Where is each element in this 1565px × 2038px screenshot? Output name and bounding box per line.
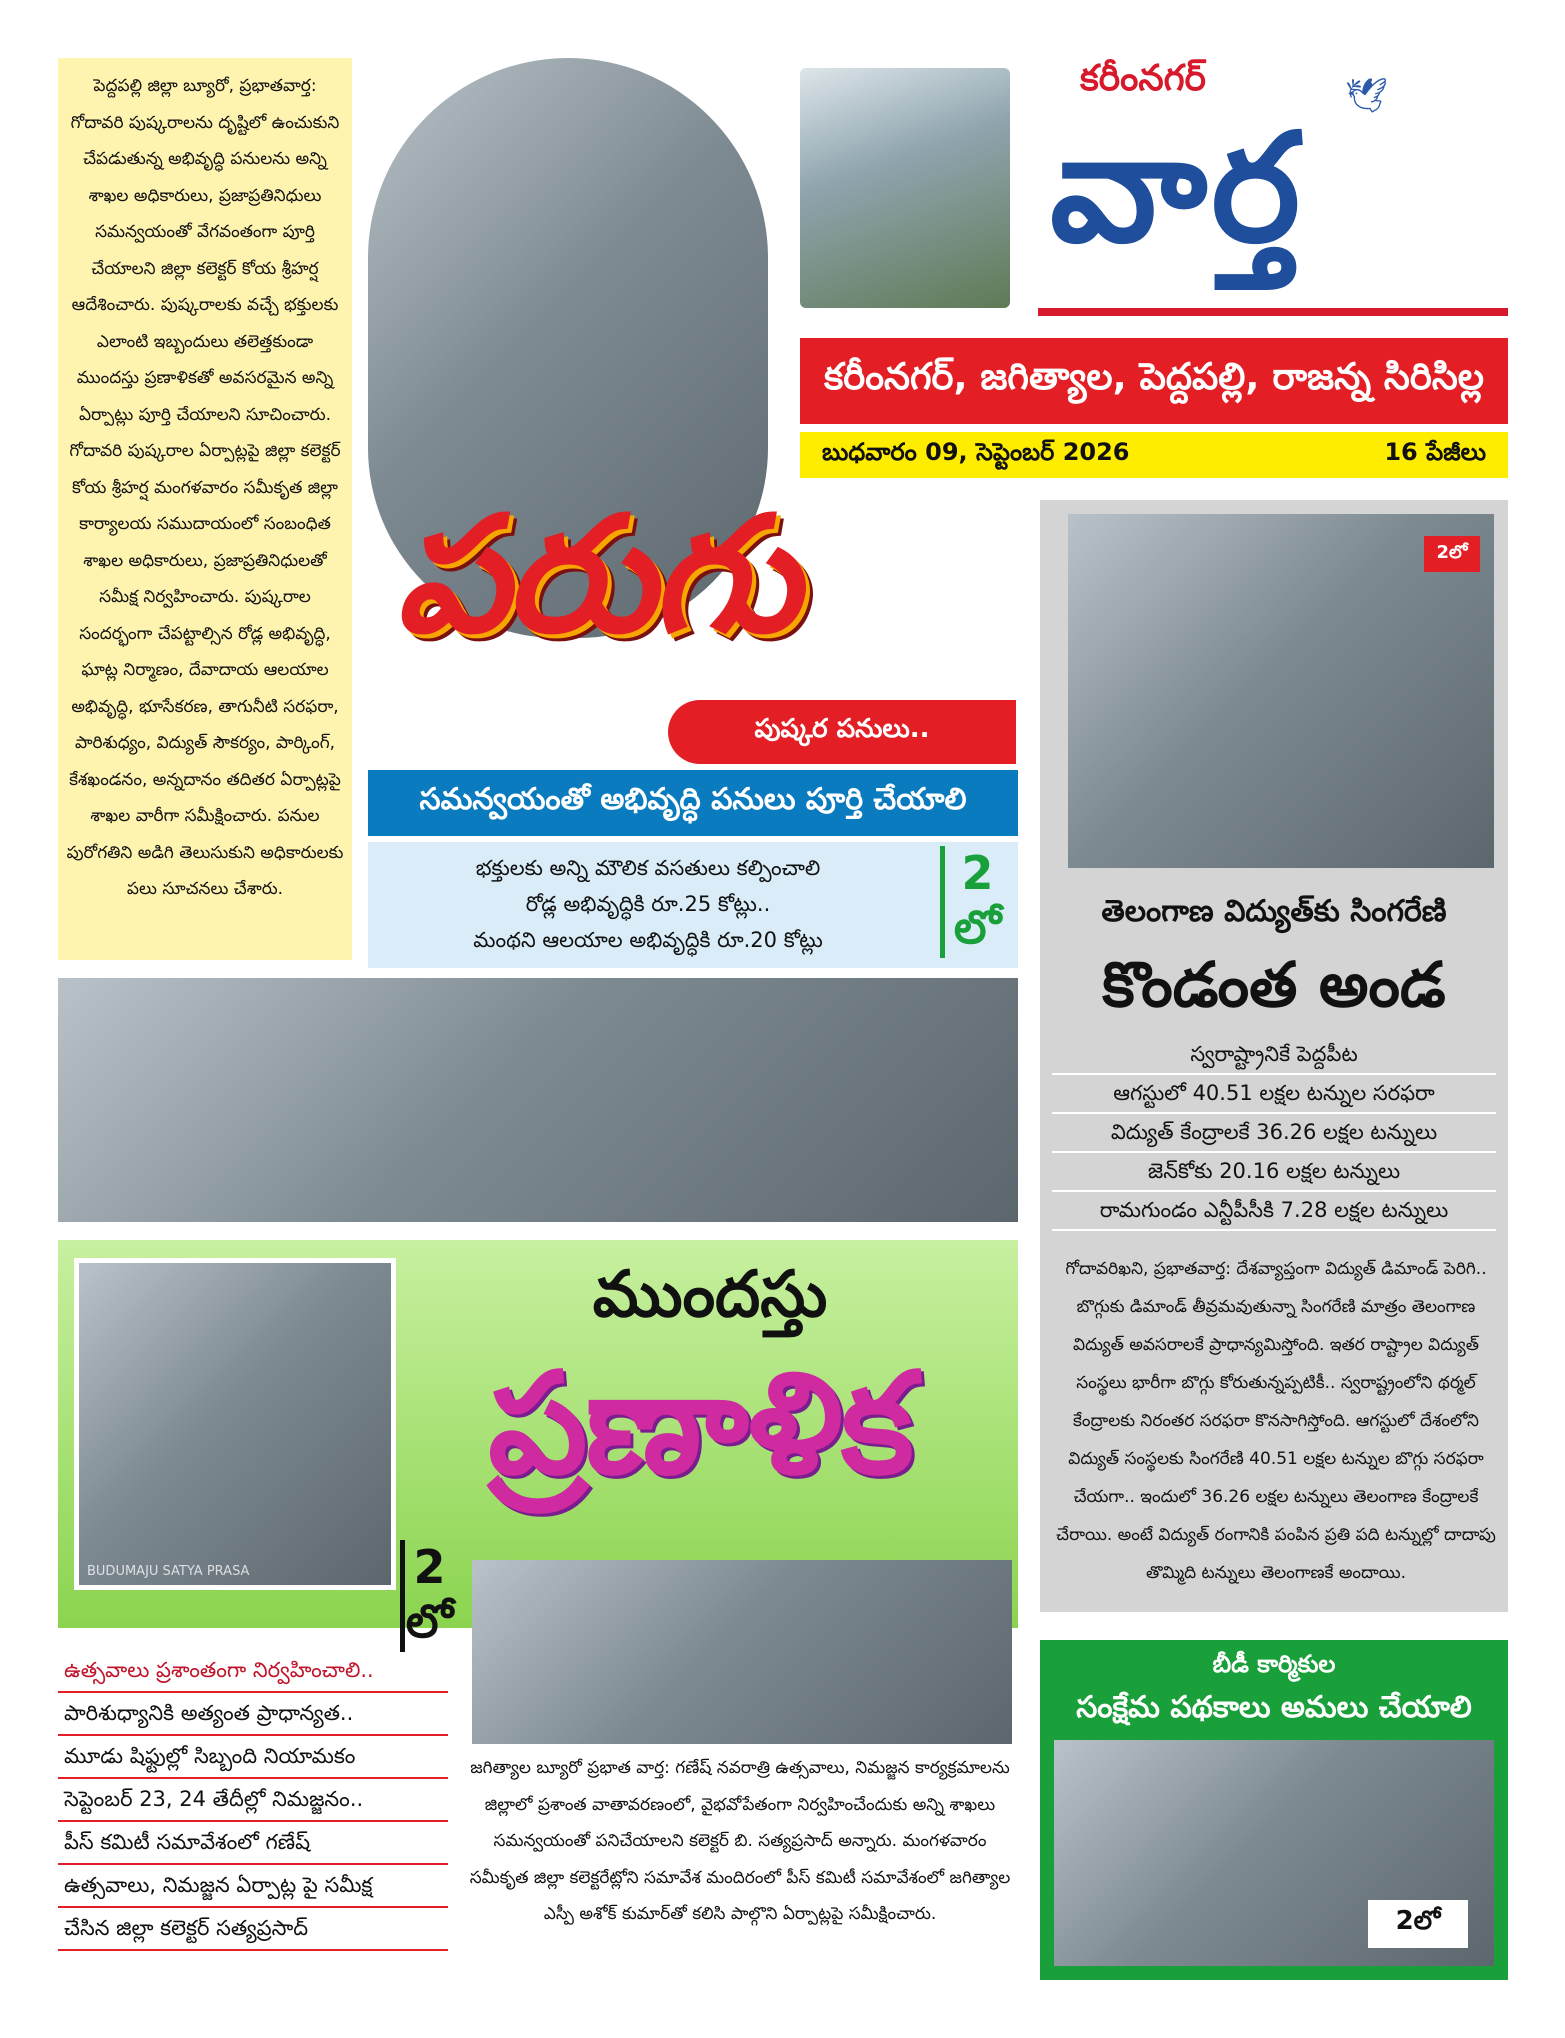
lead-ref-number: 2 [961, 846, 994, 900]
lead-page-ref[interactable] [940, 846, 1010, 958]
masthead [800, 58, 1508, 320]
singareni-kicker: తెలంగాణ విద్యుత్‌కు సింగరేణి [1101, 894, 1447, 929]
date-bar [800, 432, 1508, 478]
intro-article-text: పెద్దపల్లి జిల్లా బ్యూరో, ప్రభాతవార్త: గోదావరి పుష్కరాలను దృష్టిలో ఉంచుకుని చేపడుతున్న అభివృద్ధి పనులను అన్ని శాఖల అధికారులు, ప్రజాప్రతినిధులు సమన్వయంతో వేగవంతంగా పూర్తి చేయాలని జిల్లా కలెక్టర్ కోయ శ్రీహర్ష ఆదేశించారు. పుష్కరాలకు వచ్చే భక్తులకు ఎలాంటి ఇబ్బందులు తలెత్తకుండా ముందస్తు ప్రణాళికతో అవసరమైన అన్ని ఏర్పాట్లు పూర్తి చేయాలని సూచించారు. గోదావరి పుష్కరాల ఏర్పాట్లపై జిల్లా కలెక్టర్ కోయ శ్రీహర్ష మంగళవారం సమీకృత జిల్లా కార్యాలయ సముదాయంలో సంబంధిత శాఖల అధికారులు, ప్రజాప్రతినిధులతో సమీక్ష నిర్వహించారు. పుష్కరాల సందర్భంగా చేపట్టాల్సిన రోడ్ల అభివృద్ధి, ఘాట్ల నిర్మాణం, దేవాదాయ ఆలయాల అభివృద్ధి, భూసేకరణ, తాగునీటి సరఫరా, పారిశుధ్యం, విద్యుత్ సౌకర్యం, పార్కింగ్, కేశఖండనం, అన్నదానం తదితర ఏర్పాట్లపై శాఖల వారీగా సమీక్షించారు. పనుల పురోగతిని అడిగి తెలుసుకుని అధికారులకు పలు సూచనలు చేశారు. [66, 76, 344, 899]
plan-points [58, 1650, 448, 1951]
peace-committee-meeting-photo [472, 1560, 1012, 1744]
page-count: 16 పేజీలు [1384, 438, 1486, 466]
singareni-headline: కొండంత అండ [1102, 948, 1446, 1021]
singareni-body [1056, 1250, 1496, 1592]
plan-page-ref[interactable] [400, 1540, 454, 1652]
masthead-title: వార్త [1050, 102, 1305, 276]
collector-satya-prasad-photo [74, 1258, 396, 1590]
singareni-facts [1052, 1036, 1496, 1231]
intro-column [58, 58, 352, 960]
plan-article-text: జగిత్యాల బ్యూరో ప్రభాత వార్త: గణేష్ నవరాత్రి ఉత్సవాలు, నిమజ్జన కార్యక్రమాలను జిల్లాలో ప్రశాంత వాతావరణంలో, వైభవోపేతంగా నిర్వహించేందుకు అన్ని శాఖలు సమన్వయంతో పనిచేయాలని కలెక్టర్ బి. సత్యప్రసాద్ అన్నారు. మంగళవారం సమీకృత జిల్లా కలెక్టరేట్లోని సమావేశ మందిరంలో పీస్ కమిటీ సమావేశంలో జగిత్యాల ఎస్పీ అశోక్ కుమార్‌తో కలిసి పాల్గొని ఏర్పాట్లపై సమీక్షించారు. [469, 1758, 1011, 1924]
plan-point: మూడు షిఫ్టుల్లో సిబ్బంది నియామకం [58, 1736, 448, 1779]
lead-point: భక్తులకు అన్ని మౌలిక వసతులు కల్పించాలి [475, 856, 821, 880]
singareni-fact: విద్యుత్ కేంద్రాలకే 36.26 లక్షల టన్నులు [1052, 1114, 1496, 1153]
lead-point: రోడ్ల అభివృద్ధికి రూ.25 కోట్లు.. [525, 892, 771, 916]
singareni-fact: ఆగస్టులో 40.51 లక్షల టన్నుల సరఫరా [1052, 1075, 1496, 1114]
plan-point: పీస్ కమిటీ సమావేశంలో గణేష్ [58, 1822, 448, 1865]
plan-headline: ప్రణాళిక [488, 1343, 912, 1506]
beedi-kicker: బీడీ కార్మికుల [1212, 1650, 1336, 1678]
masthead-place: కరీంనగర్ [1080, 58, 1207, 99]
lead-headline: పరుగు [395, 481, 796, 668]
nameplate: BUDUMAJU SATYA PRASA [87, 1564, 250, 1579]
lead-point: మంథని ఆలయాల అభివృద్ధికి రూ.20 కోట్లు [473, 928, 823, 952]
plan-body [466, 1750, 1014, 1933]
plan-point: చేసిన జిల్లా కలెక్టర్ సత్యప్రసాద్ [58, 1908, 448, 1951]
plan-point: సెప్టెంబర్ 23, 24 తేదీల్లో నిమజ్జనం.. [58, 1779, 448, 1822]
dove-icon: 🕊 [1345, 76, 1389, 116]
plan-ref-word: లో [405, 1594, 454, 1648]
plan-point: ఉత్సవాలు ప్రశాంతంగా నిర్వహించాలి.. [58, 1650, 448, 1693]
singareni-fact: జెన్‌కోకు 20.16 లక్షల టన్నులు [1052, 1153, 1496, 1192]
beedi-headline: సంక్షేమ పథకాలు అమలు చేయాలి [1076, 1690, 1472, 1725]
lead-points [368, 842, 1018, 968]
singareni-fact: రామగుండం ఎన్టీపీసీకి 7.28 లక్షల టన్నులు [1052, 1192, 1496, 1231]
singareni-fact: స్వరాష్ట్రానికే పెద్దపీట [1052, 1036, 1496, 1075]
issue-date: బుధవారం 09, సెప్టెంబర్ 2026 [822, 438, 1130, 466]
masthead-rule [1038, 308, 1508, 316]
dam-photo [800, 68, 1010, 308]
lead-tag: పుష్కర పనులు.. [668, 700, 1016, 764]
singareni-page-ref[interactable]: 2లో [1424, 536, 1480, 572]
districts-bar: కరీంనగర్, జగిత్యాల, పెద్దపల్లి, రాజన్న సిరిసిల్ల [800, 338, 1508, 424]
plan-ref-number: 2 [413, 1540, 446, 1594]
lead-subheadline: సమన్వయంతో అభివృద్ధి పనులు పూర్తి చేయాలి [368, 770, 1018, 836]
plan-point: పారిశుధ్యానికి అత్యంత ప్రాధాన్యత.. [58, 1693, 448, 1736]
plan-kicker: ముందస్తు [592, 1258, 828, 1332]
beedi-page-ref[interactable]: 2లో [1368, 1900, 1468, 1948]
plan-point: ఉత్సవాలు, నిమజ్జన ఏర్పాట్ల పై సమీక్ష [58, 1865, 448, 1908]
singareni-article-text: గోదావరిఖని, ప్రభాతవార్త: దేశవ్యాప్తంగా విద్యుత్ డిమాండ్ పెరిగి.. బొగ్గుకు డిమాండ్ తీవ్రమవుతున్నా సింగరేణి మాత్రం తెలంగాణ విద్యుత్ అవసరాలకే ప్రాధాన్యమిస్తోంది. ఇతర రాష్ట్రాల విద్యుత్ సంస్థలు భారీగా బొగ్గు కోరుతున్నప్పటికీ.. స్వరాష్ట్రంలోని థర్మల్ కేంద్రాలకు నిరంతర సరఫరా కొనసాగిస్తోంది. ఆగస్టులో దేశంలోని విద్యుత్ సంస్థలకు సింగరేణి 40.51 లక్షల టన్నుల బొగ్గు సరఫరా చేయగా.. ఇందులో 36.26 లక్షల టన్నులు తెలంగాణ కేంద్రాలకే చేరాయి. అంటే విద్యుత్ రంగానికి పంపిన ప్రతి పది టన్నుల్లో దాదాపు తొమ్మిది టన్నులు తెలంగాణకే అందాయి. [1056, 1259, 1496, 1583]
lead-ref-word: లో [953, 900, 1002, 954]
review-meeting-photo [58, 978, 1018, 1222]
